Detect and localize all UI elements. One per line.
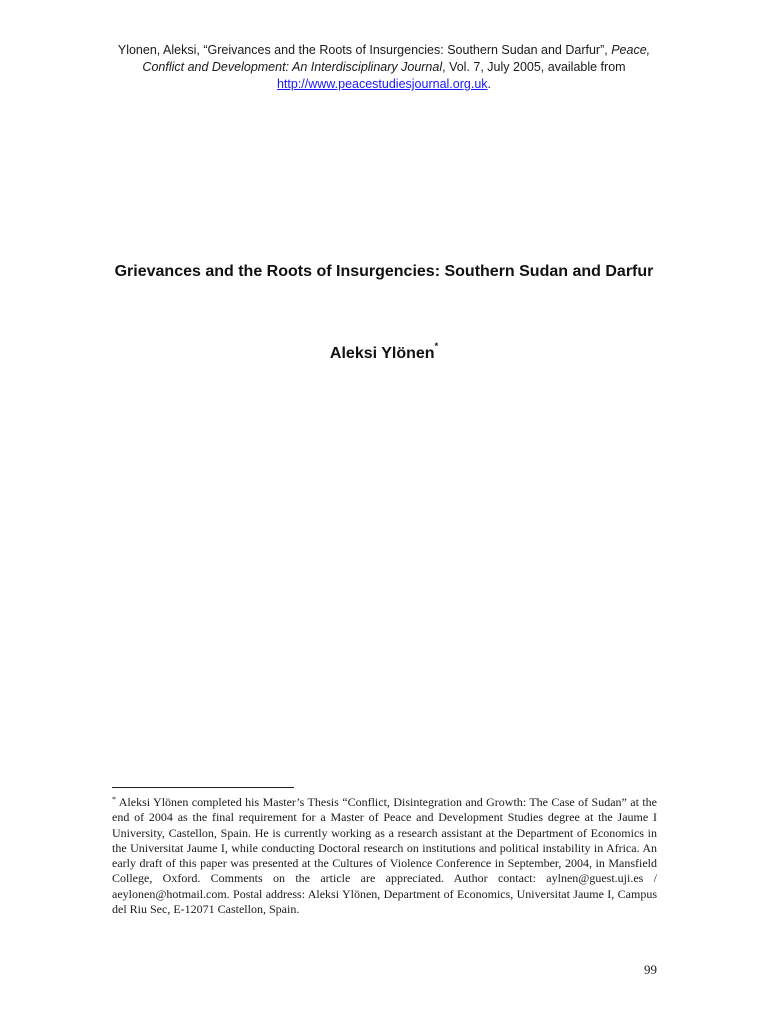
journal-name-part1: Peace,: [611, 43, 651, 57]
journal-url-link[interactable]: http://www.peacestudiesjournal.org.uk: [276, 77, 488, 91]
url-suffix: .: [487, 77, 492, 91]
author-name: Aleksi Ylönen: [329, 345, 435, 362]
author-footnote-marker[interactable]: *: [434, 341, 439, 351]
footnote-divider: [112, 787, 294, 788]
journal-name-part2: Conflict and Development: An Interdisciplinary Journal: [142, 60, 443, 74]
footnote-text: Aleksi Ylönen completed his Master’s Thesis “Conflict, Disintegration and Growth: The Case of Sudan” at the end of 2004 as the final requirement for a Master of Peace and Development Studies degree at the Jaume I University, Castellon, Spain. He is currently working as a research assistant at the Department of Economics in the Universitat Jaume I, while conducting Doctoral research on institutions and political instability in Africa. An early draft of this paper was presented at the Cultures of Violence Conference in September, 2004, in Mansfield College, Oxford. Comments on the article are appreciated. Author contact: aylnen@guest.uji.es / aeylonen@hotmail.com. Postal address: Aleksi Ylönen, Department of Economics, Universitat Jaume I, Campus del Riu Sec, E-12071 Castellon, Spain.: [112, 795, 657, 917]
author-line: [60, 343, 708, 365]
footnote-marker: *: [112, 795, 116, 804]
volume-text: , Vol. 7, July 2005, available from: [442, 60, 626, 74]
paper-title: Grievances and the Roots of Insurgencies: Southern Sudan and Darfur: [114, 263, 654, 280]
citation-text: Ylonen, Aleksi, “Greivances and the Roots of Insurgencies: Southern Sudan and Darfur”,: [117, 43, 612, 57]
citation-header: [60, 42, 708, 93]
page-number: 99: [644, 962, 657, 977]
footnote: [112, 795, 657, 917]
